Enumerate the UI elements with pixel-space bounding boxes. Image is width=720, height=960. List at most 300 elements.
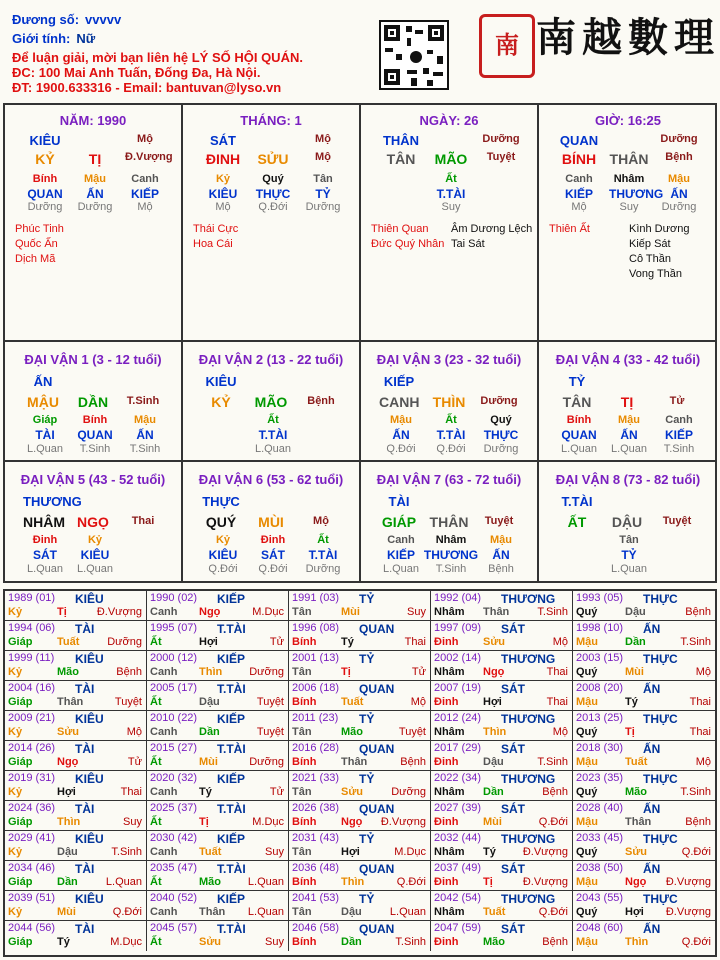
year-cell bbox=[147, 621, 289, 651]
year-status: Bệnh bbox=[542, 786, 568, 798]
hidden-can: Quý bbox=[262, 173, 284, 185]
year-status: Q.Đới bbox=[681, 846, 711, 858]
year-ten-god: KIÊU bbox=[75, 772, 104, 786]
pillar-1 bbox=[5, 105, 183, 342]
year-branch: Ngọ bbox=[341, 816, 363, 828]
year-ten-god: SÁT bbox=[501, 742, 525, 756]
year-status: M.Dục bbox=[394, 846, 426, 858]
year-ten-god: KIÊU bbox=[75, 832, 104, 846]
year-cell bbox=[573, 621, 715, 651]
year-branch: Mão bbox=[625, 786, 647, 798]
hidden-ts: Bệnh bbox=[488, 563, 514, 575]
year-branch: Tý bbox=[341, 636, 354, 648]
year-stem: Nhâm bbox=[434, 666, 465, 678]
year-label: 2020 (32) bbox=[150, 772, 198, 784]
hidden-than: ẤN bbox=[136, 428, 154, 442]
hidden-than: T.TÀI bbox=[436, 428, 466, 442]
year-ten-god: THỰC bbox=[643, 712, 678, 726]
year-label: 1990 (02) bbox=[150, 592, 198, 604]
year-status: T.Sinh bbox=[537, 756, 568, 768]
year-stem: Bính bbox=[292, 756, 317, 768]
dai-van-ten-god: TÀI bbox=[388, 494, 410, 509]
hidden-than: T.TÀI bbox=[308, 548, 338, 562]
year-cell bbox=[289, 921, 431, 951]
pillar-title: NĂM: 1990 bbox=[59, 113, 127, 128]
year-cell bbox=[5, 711, 147, 741]
year-ten-god: T.TÀI bbox=[217, 682, 246, 696]
year-label: 2013 (25) bbox=[576, 712, 624, 724]
can-chi-row bbox=[183, 151, 359, 173]
year-branch: Tị bbox=[199, 816, 209, 828]
hidden-than: KIẾP bbox=[664, 428, 693, 442]
year-stem: Tân bbox=[292, 666, 312, 678]
year-branch: Thân bbox=[341, 756, 368, 768]
year-label: 2028 (40) bbox=[576, 802, 624, 814]
year-branch: Thân bbox=[483, 606, 510, 618]
dai-van-status: T.Sinh bbox=[126, 395, 160, 407]
year-label: 2041 (53) bbox=[292, 892, 340, 904]
hidden-can: Mậu bbox=[668, 173, 690, 185]
year-branch: Dần bbox=[341, 936, 362, 948]
year-status: Suy bbox=[265, 846, 284, 858]
year-cell bbox=[289, 831, 431, 861]
red-seal-stamp: 南 bbox=[479, 14, 535, 78]
dai-van-title: ĐẠI VẬN 4 (33 - 42 tuổi) bbox=[555, 352, 701, 367]
year-ten-god: TỶ bbox=[359, 832, 375, 846]
year-label: 2018 (30) bbox=[576, 742, 624, 754]
year-label: 2005 (17) bbox=[150, 682, 198, 694]
dai-van-status: Mộ bbox=[313, 515, 329, 527]
hidden-can: Mậu bbox=[390, 414, 412, 426]
year-label: 1993 (05) bbox=[576, 592, 624, 604]
year-branch: Tuất bbox=[625, 756, 648, 768]
year-ten-god: TÀI bbox=[75, 862, 95, 876]
year-branch: Tị bbox=[483, 876, 493, 888]
year-branch: Tý bbox=[199, 786, 212, 798]
hidden-ts: Suy bbox=[619, 201, 639, 213]
hidden-than: QUAN bbox=[27, 187, 63, 201]
year-branch: Thân bbox=[625, 816, 652, 828]
year-cell bbox=[573, 831, 715, 861]
year-label: 2042 (54) bbox=[434, 892, 482, 904]
year-cell bbox=[5, 921, 147, 951]
pillar-2 bbox=[183, 105, 361, 342]
year-status: T.Sinh bbox=[537, 606, 568, 618]
phone-email-text: ĐT: 1900.633316 - Email: bantuvan@lyso.vn bbox=[12, 80, 282, 95]
can-chi-row bbox=[5, 151, 181, 173]
year-ten-god: ẤN bbox=[643, 622, 661, 636]
year-ten-god: T.TÀI bbox=[217, 802, 246, 816]
year-cell bbox=[573, 681, 715, 711]
dai-van-ten-god: THỰC bbox=[202, 494, 240, 509]
year-label: 2044 (56) bbox=[8, 922, 56, 934]
hidden-ts: Dưỡng bbox=[27, 201, 63, 213]
pillar-star-left: SÁT bbox=[210, 133, 236, 148]
year-label: 2007 (19) bbox=[434, 682, 482, 694]
year-ten-god: KIÊU bbox=[75, 712, 104, 726]
year-status: Bệnh bbox=[685, 606, 711, 618]
year-label: 2023 (35) bbox=[576, 772, 624, 784]
pillar-stars bbox=[361, 223, 537, 303]
dai-van-1 bbox=[5, 342, 183, 462]
year-label: 2040 (52) bbox=[150, 892, 198, 904]
year-label: 2035 (47) bbox=[150, 862, 198, 874]
year-label: 2036 (48) bbox=[292, 862, 340, 874]
so-line bbox=[12, 12, 121, 27]
year-cell bbox=[5, 651, 147, 681]
year-branch: Dậu bbox=[483, 756, 504, 768]
dai-van-stem: MẬU bbox=[27, 394, 59, 410]
year-label: 2032 (44) bbox=[434, 832, 482, 844]
year-cell bbox=[147, 741, 289, 771]
year-cell bbox=[147, 801, 289, 831]
pillar-stars bbox=[5, 223, 181, 303]
hidden-can: Bính bbox=[32, 173, 58, 185]
year-branch: Tý bbox=[57, 936, 70, 948]
hidden-than-row bbox=[5, 187, 181, 201]
year-ten-god: SÁT bbox=[501, 802, 525, 816]
year-ten-god: THƯƠNG bbox=[501, 652, 556, 666]
year-label: 2034 (46) bbox=[8, 862, 56, 874]
hidden-can: Đinh bbox=[260, 534, 286, 546]
year-branch: Ngọ bbox=[483, 666, 505, 678]
year-ten-god: ẤN bbox=[643, 682, 661, 696]
year-branch: Mùi bbox=[57, 906, 76, 918]
dai-van-title: ĐẠI VẬN 8 (73 - 82 tuổi) bbox=[555, 472, 701, 487]
year-ten-god: T.TÀI bbox=[217, 742, 246, 756]
year-branch: Tuất bbox=[341, 696, 364, 708]
hidden-than: SÁT bbox=[261, 548, 285, 562]
year-label: 2019 (31) bbox=[8, 772, 56, 784]
year-ten-god: ẤN bbox=[643, 862, 661, 876]
year-stem: Giáp bbox=[8, 816, 33, 828]
year-status: Suy bbox=[265, 936, 284, 948]
year-label: 2038 (50) bbox=[576, 862, 624, 874]
hidden-ts: Q.Đới bbox=[258, 201, 288, 213]
hidden-ts: Q.Đới bbox=[436, 443, 466, 455]
year-label: 2008 (20) bbox=[576, 682, 624, 694]
hidden-than: ẤN bbox=[620, 428, 638, 442]
year-branch: Mão bbox=[341, 726, 363, 738]
year-cell bbox=[573, 921, 715, 951]
hidden-ts: Mộ bbox=[215, 201, 231, 213]
year-label: 2016 (28) bbox=[292, 742, 340, 754]
pillar-title: THÁNG: 1 bbox=[240, 113, 302, 128]
year-stem: Mậu bbox=[576, 696, 598, 708]
hidden-than-row bbox=[183, 187, 359, 201]
year-label: 1997 (09) bbox=[434, 622, 482, 634]
year-ten-god: TÀI bbox=[75, 922, 95, 936]
hidden-ts-row bbox=[361, 201, 537, 215]
earthly-branch: SỬU bbox=[257, 151, 289, 167]
star-label: Âm Dương Lệch bbox=[451, 223, 533, 235]
hidden-can: Kỷ bbox=[215, 173, 231, 185]
dai-van-branch: TỊ bbox=[620, 394, 634, 410]
year-branch: Tý bbox=[483, 846, 496, 858]
year-ten-god: KIÊU bbox=[75, 592, 104, 606]
year-status: Suy bbox=[123, 816, 142, 828]
can-chi-row bbox=[361, 151, 537, 173]
year-stem: Mậu bbox=[576, 756, 598, 768]
year-cell bbox=[289, 741, 431, 771]
year-label: 2021 (33) bbox=[292, 772, 340, 784]
year-stem: Kỷ bbox=[8, 666, 23, 678]
year-status: Q.Đới bbox=[538, 906, 568, 918]
year-status: Thai bbox=[689, 726, 711, 738]
main-star-row bbox=[539, 133, 717, 151]
hidden-can: Quý bbox=[490, 414, 512, 426]
year-label: 2012 (24) bbox=[434, 712, 482, 724]
year-stem: Bính bbox=[292, 816, 317, 828]
year-stem: Ất bbox=[150, 636, 162, 648]
hidden-can: Đinh bbox=[32, 534, 58, 546]
year-ten-god: KIẾP bbox=[217, 772, 246, 786]
year-ten-god: QUAN bbox=[359, 922, 395, 936]
year-ten-god: ẤN bbox=[643, 802, 661, 816]
year-status: Đ.Vượng bbox=[665, 876, 711, 888]
year-ten-god: TỶ bbox=[359, 652, 375, 666]
year-ten-god: TỶ bbox=[359, 772, 375, 786]
year-cell bbox=[431, 891, 573, 921]
year-ten-god: ẤN bbox=[643, 922, 661, 936]
hidden-than: KIẾP bbox=[564, 187, 593, 201]
year-ten-god: THƯƠNG bbox=[501, 892, 556, 906]
hidden-than: ẤN bbox=[392, 428, 410, 442]
heavenly-stem: ĐINH bbox=[205, 151, 241, 167]
year-label: 2009 (21) bbox=[8, 712, 56, 724]
year-branch: Dậu bbox=[341, 906, 362, 918]
year-branch: Thìn bbox=[199, 666, 223, 678]
dai-van-title: ĐẠI VẬN 1 (3 - 12 tuổi) bbox=[24, 352, 162, 367]
year-label: 2033 (45) bbox=[576, 832, 624, 844]
hidden-than: THỰC bbox=[255, 187, 291, 201]
contact-text: Để luận giải, mời bạn liên hệ LÝ SỐ HỘI QUÁN. bbox=[12, 50, 303, 65]
year-branch: Tý bbox=[625, 696, 638, 708]
year-branch: Mão bbox=[483, 936, 505, 948]
year-cell bbox=[573, 741, 715, 771]
year-branch: Thìn bbox=[625, 936, 649, 948]
dai-van-ten-god: TỶ bbox=[568, 374, 586, 389]
year-label: 1994 (06) bbox=[8, 622, 56, 634]
year-status: Tử bbox=[269, 636, 284, 648]
year-label: 2003 (15) bbox=[576, 652, 624, 664]
year-branch: Tị bbox=[341, 666, 351, 678]
year-cell bbox=[289, 681, 431, 711]
year-label: 1999 (11) bbox=[8, 652, 55, 664]
year-branch: Mùi bbox=[483, 816, 502, 828]
year-ten-god: THƯƠNG bbox=[501, 832, 556, 846]
year-branch: Thìn bbox=[57, 816, 81, 828]
hidden-than: KIÊU bbox=[208, 548, 238, 562]
year-status: Mộ bbox=[695, 756, 711, 768]
hidden-ts: Dưỡng bbox=[305, 563, 341, 575]
year-stem: Tân bbox=[292, 726, 312, 738]
year-stem: Nhâm bbox=[434, 606, 465, 618]
year-stem: Ất bbox=[150, 696, 162, 708]
year-stem: Quý bbox=[576, 846, 598, 858]
year-status: Thai bbox=[404, 636, 426, 648]
year-cell bbox=[431, 711, 573, 741]
hidden-than: KIÊU bbox=[80, 548, 110, 562]
year-cell bbox=[5, 741, 147, 771]
star-label: Thiên Quan bbox=[371, 223, 429, 235]
year-branch: Ngọ bbox=[199, 606, 221, 618]
dai-van-ten-god: KIẾP bbox=[383, 374, 415, 389]
hidden-than: THƯƠNG bbox=[609, 187, 664, 201]
year-stem: Mậu bbox=[576, 876, 598, 888]
dai-van-body bbox=[183, 492, 359, 582]
year-ten-god: TỶ bbox=[359, 592, 375, 606]
year-label: 2047 (59) bbox=[434, 922, 482, 934]
year-status: Dưỡng bbox=[249, 756, 284, 768]
hidden-can: Ất bbox=[267, 414, 279, 426]
year-stem: Giáp bbox=[8, 696, 33, 708]
year-ten-god: KIẾP bbox=[217, 592, 246, 606]
hidden-can: Canh bbox=[565, 173, 593, 185]
year-cell bbox=[5, 771, 147, 801]
year-ten-god: TỶ bbox=[359, 712, 375, 726]
pillar-title: NGÀY: 26 bbox=[419, 113, 479, 128]
year-stem: Canh bbox=[150, 606, 178, 618]
dai-van-6 bbox=[183, 462, 361, 582]
dai-van-title: ĐẠI VẬN 2 (13 - 22 tuổi) bbox=[198, 352, 344, 367]
dai-van-stem: ẤT bbox=[567, 514, 587, 530]
year-cell bbox=[147, 831, 289, 861]
year-branch: Dần bbox=[483, 786, 504, 798]
pillar-star-left: KIÊU bbox=[29, 133, 61, 148]
hidden-than: THỰC bbox=[483, 428, 519, 442]
hidden-ts: T.Sinh bbox=[79, 443, 111, 455]
hidden-can: Canh bbox=[131, 173, 159, 185]
year-branch: Dần bbox=[199, 726, 220, 738]
year-status: Tử bbox=[127, 756, 142, 768]
hidden-can: Nhâm bbox=[613, 173, 645, 185]
year-label: 2045 (57) bbox=[150, 922, 198, 934]
year-label: 2048 (60) bbox=[576, 922, 624, 934]
star-label: Phúc Tinh bbox=[15, 223, 64, 235]
year-branch: Tuất bbox=[483, 906, 506, 918]
year-label: 2029 (41) bbox=[8, 832, 56, 844]
year-label: 2037 (49) bbox=[434, 862, 482, 874]
year-cell bbox=[573, 771, 715, 801]
year-stem: Nhâm bbox=[434, 906, 465, 918]
star-label: Đức Quý Nhân bbox=[371, 238, 445, 250]
dai-van-title: ĐẠI VẬN 7 (63 - 72 tuổi) bbox=[376, 472, 522, 487]
year-stem: Quý bbox=[576, 606, 598, 618]
hidden-can-row bbox=[361, 173, 537, 187]
year-status: Q.Đới bbox=[396, 876, 426, 888]
year-branch: Dậu bbox=[57, 846, 78, 858]
star-label: Thái Cực bbox=[193, 223, 239, 235]
year-status: Tuyệt bbox=[398, 726, 426, 738]
year-stem: Quý bbox=[576, 906, 598, 918]
year-cell bbox=[431, 621, 573, 651]
year-stem: Mậu bbox=[576, 636, 598, 648]
hidden-ts: L.Quan bbox=[76, 563, 114, 575]
year-cell bbox=[5, 831, 147, 861]
year-stem: Đinh bbox=[434, 816, 459, 828]
year-status: Thai bbox=[546, 696, 568, 708]
year-branch: Hợi bbox=[57, 786, 76, 798]
year-ten-god: T.TÀI bbox=[217, 922, 246, 936]
year-branch: Tị bbox=[625, 726, 635, 738]
year-ten-god: KIẾP bbox=[217, 892, 246, 906]
year-status: T.Sinh bbox=[111, 846, 142, 858]
year-stem: Canh bbox=[150, 906, 178, 918]
year-branch: Dần bbox=[57, 876, 78, 888]
dai-van-title: ĐẠI VẬN 6 (53 - 62 tuổi) bbox=[198, 472, 344, 487]
year-stem: Bính bbox=[292, 636, 317, 648]
year-label: 2039 (51) bbox=[8, 892, 56, 904]
hidden-can: Ất bbox=[445, 414, 457, 426]
year-branch: Thìn bbox=[341, 876, 365, 888]
year-cell bbox=[5, 801, 147, 831]
hidden-ts: L.Quan bbox=[26, 563, 64, 575]
year-branch: Tuất bbox=[199, 846, 222, 858]
hidden-ts: L.Quan bbox=[610, 443, 648, 455]
year-branch: Thân bbox=[199, 906, 226, 918]
annual-luck-table bbox=[3, 589, 717, 957]
hidden-can: Ất bbox=[317, 534, 329, 546]
year-stem: Giáp bbox=[8, 936, 33, 948]
year-status: Đ.Vượng bbox=[96, 606, 142, 618]
dai-van-2 bbox=[183, 342, 361, 462]
year-cell bbox=[147, 711, 289, 741]
year-branch: Mão bbox=[57, 666, 79, 678]
year-cell bbox=[5, 621, 147, 651]
year-status: Dưỡng bbox=[107, 636, 142, 648]
gender-label: Giới tính: bbox=[12, 31, 71, 46]
address-text: ĐC: 100 Mai Anh Tuấn, Đống Đa, Hà Nội. bbox=[12, 65, 261, 80]
year-cell bbox=[147, 681, 289, 711]
heavenly-stem: TÂN bbox=[386, 151, 416, 167]
year-cell bbox=[431, 921, 573, 951]
year-ten-god: KIÊU bbox=[75, 652, 104, 666]
year-cell bbox=[573, 891, 715, 921]
hidden-can: Canh bbox=[665, 414, 693, 426]
year-label: 1995 (07) bbox=[150, 622, 198, 634]
year-ten-god: THỰC bbox=[643, 592, 678, 606]
hidden-ts: L.Quan bbox=[610, 563, 648, 575]
year-status: L.Quan bbox=[247, 876, 284, 888]
hidden-can: Mậu bbox=[84, 173, 106, 185]
year-status: Q.Đới bbox=[538, 816, 568, 828]
pillar-status: Mộ bbox=[315, 151, 331, 163]
earthly-branch: TỊ bbox=[88, 151, 102, 167]
year-cell bbox=[5, 861, 147, 891]
year-status: Đ.Vượng bbox=[665, 906, 711, 918]
dai-van-status: Thai bbox=[131, 515, 155, 527]
year-branch: Ngọ bbox=[625, 876, 647, 888]
year-cell bbox=[573, 651, 715, 681]
earthly-branch: THÂN bbox=[609, 151, 649, 167]
year-label: 2001 (13) bbox=[292, 652, 340, 664]
star-label: Vong Thần bbox=[629, 268, 683, 280]
year-status: Mộ bbox=[695, 666, 711, 678]
dai-van-status: Dưỡng bbox=[480, 395, 518, 407]
year-cell bbox=[431, 651, 573, 681]
year-status: Q.Đới bbox=[681, 936, 711, 948]
year-status: Mộ bbox=[552, 636, 568, 648]
hidden-can: Nhâm bbox=[435, 534, 467, 546]
hidden-than: TÀI bbox=[35, 428, 55, 442]
dai-van-title: ĐẠI VẬN 3 (23 - 32 tuổi) bbox=[376, 352, 522, 367]
dai-van-stem: TÂN bbox=[562, 394, 592, 410]
year-status: Mộ bbox=[552, 726, 568, 738]
year-stem: Mậu bbox=[576, 816, 598, 828]
year-label: 1991 (03) bbox=[292, 592, 340, 604]
star-label: Hoa Cái bbox=[193, 238, 233, 250]
